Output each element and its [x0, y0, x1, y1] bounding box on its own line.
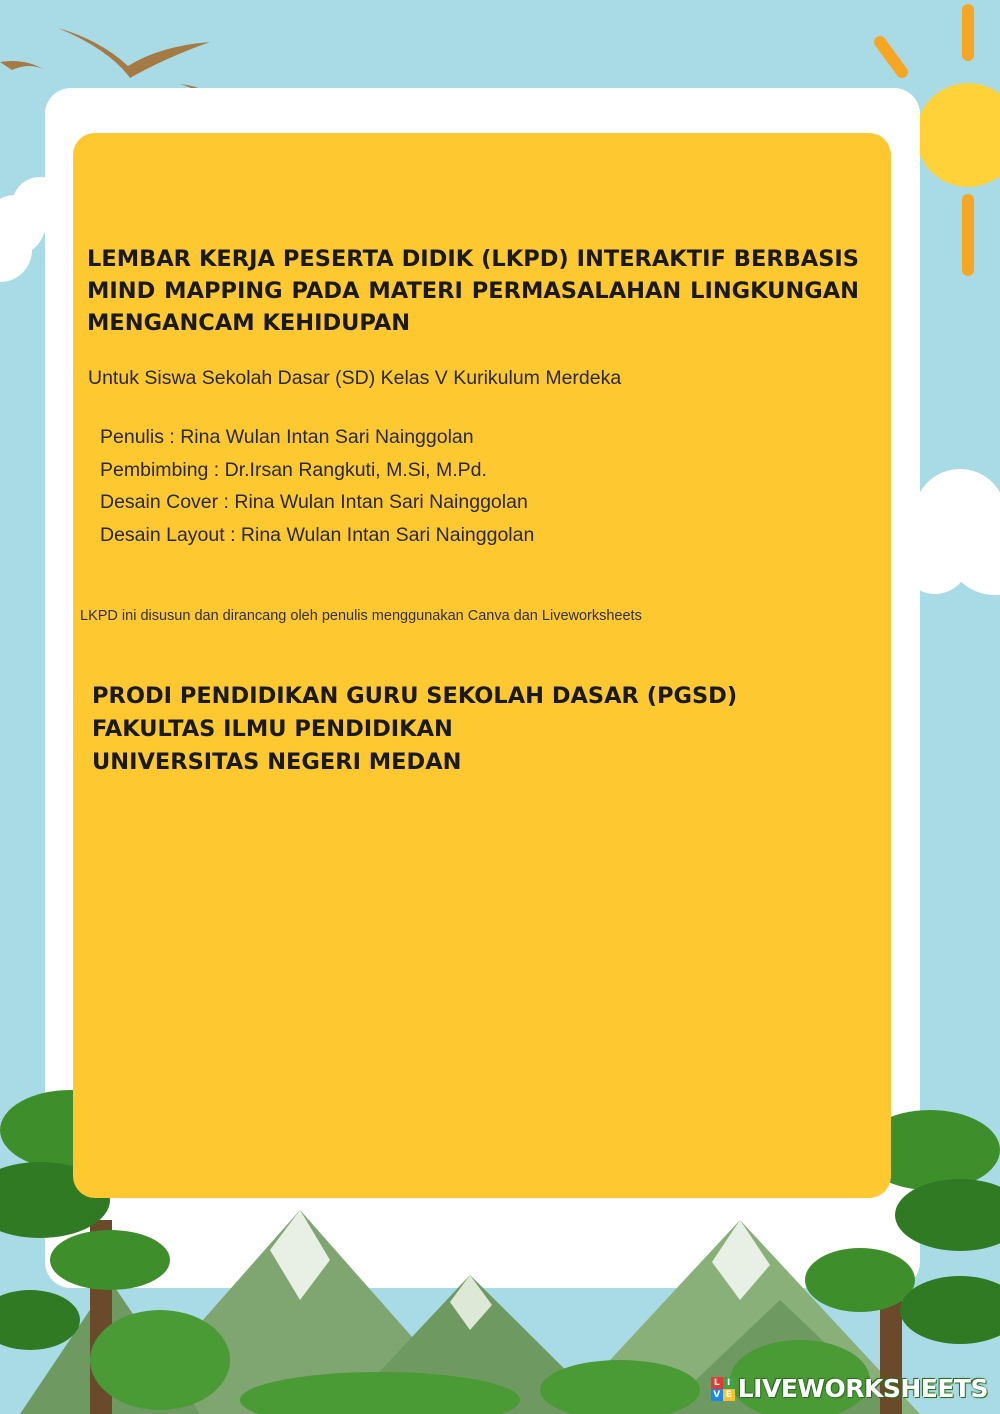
institution-block: [92, 680, 737, 779]
credit-author: Penulis : Rina Wulan Intan Sari Nainggolan: [100, 426, 474, 448]
credit-layout-design: Desain Layout : Rina Wulan Intan Sari Nainggolan: [100, 523, 535, 546]
liveworksheets-text: LIVEWORKSHEETS: [737, 1374, 988, 1403]
logo-letter: V: [711, 1389, 723, 1401]
document-title: LEMBAR KERJA PESERTA DIDIK (LKPD) INTERAKTIF BERBASIS MIND MAPPING PADA MATERI PERMASALAHAN LINGKUNGAN MENGANCAM KEHIDUPAN: [87, 246, 859, 336]
document-subtitle: Untuk Siswa Sekolah Dasar (SD) Kelas V Kurikulum Merdeka: [88, 367, 622, 389]
logo-letter: I: [723, 1377, 735, 1389]
institution-faculty: FAKULTAS ILMU PENDIDIKAN: [92, 716, 453, 742]
institution-program: PRODI PENDIDIKAN GURU SEKOLAH DASAR (PGSD): [92, 683, 738, 709]
tools-note: LKPD ini disusun dan dirancang oleh penulis menggunakan Canva dan Liveworksheets: [80, 608, 642, 624]
logo-letter: L: [711, 1377, 723, 1389]
credit-supervisor: Pembimbing : Dr.Irsan Rangkuti, M.Si, M.Pd.: [100, 458, 487, 481]
credits-list: [100, 424, 534, 554]
liveworksheets-logo-icon: [711, 1377, 735, 1401]
credit-cover-design: Desain Cover : Rina Wulan Intan Sari Nainggolan: [100, 491, 528, 513]
logo-letter: E: [723, 1389, 735, 1401]
liveworksheets-watermark: [711, 1374, 988, 1403]
institution-university: UNIVERSITAS NEGERI MEDAN: [92, 749, 462, 775]
